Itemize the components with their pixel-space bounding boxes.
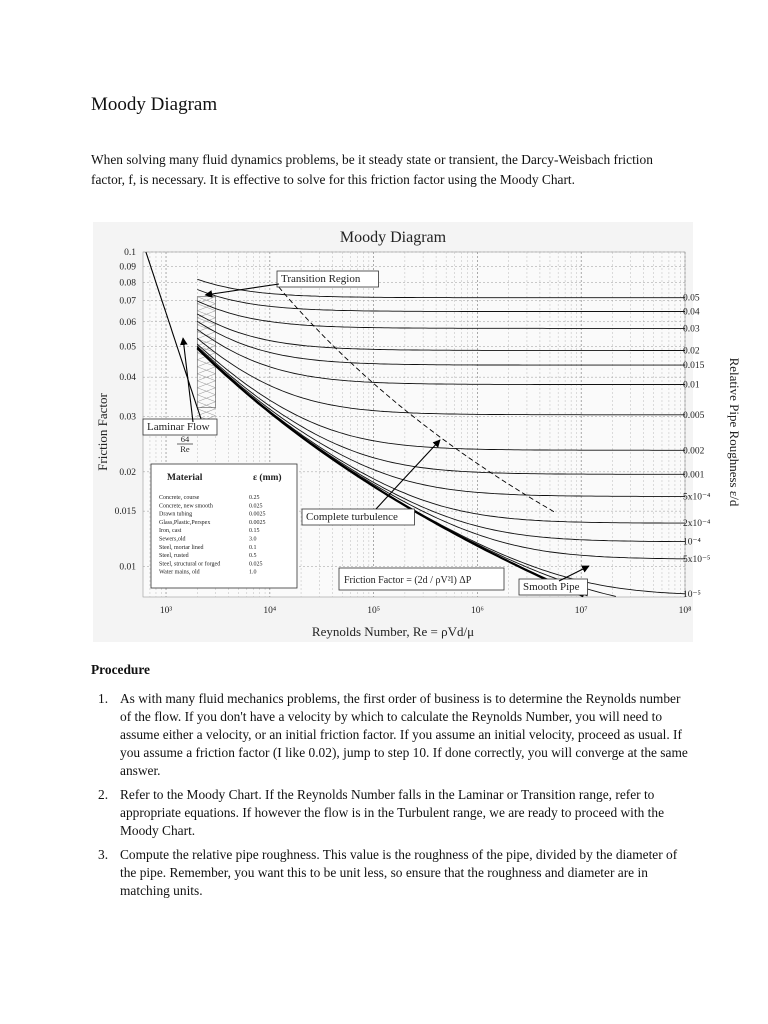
roughness-label: 0.03 [683, 324, 700, 335]
material-epsilon: 0.025 [249, 503, 263, 510]
y-tick-label: 0.03 [119, 412, 136, 423]
intro-paragraph: When solving many fluid dynamics problems, be it steady state or transient, the Darcy-Weisbach friction factor, f, is necessary. It is effective to solve for this friction factor using the Moody Chart. [91, 152, 653, 187]
material-name: Iron, cast [159, 528, 182, 535]
moody-chart-svg [93, 222, 742, 642]
material-name: Drawn tubing [159, 511, 193, 518]
material-epsilon: 0.025 [249, 561, 263, 568]
epsilon-header: ε (mm) [253, 473, 282, 483]
transition-region-label: Transition Region [281, 273, 361, 285]
y-tick-label: 0.015 [114, 507, 136, 518]
material-name: Steel, rusted [159, 553, 189, 560]
material-name: Glass,Plastic,Perspex [159, 519, 211, 526]
procedure-step [91, 846, 691, 900]
roughness-label: 0.01 [683, 380, 700, 391]
y-tick-label: 0.02 [119, 467, 136, 478]
laminar-formula-num: 64 [180, 434, 190, 444]
laminar-flow-label: Laminar Flow [147, 421, 210, 433]
material-epsilon: 0.0025 [249, 511, 266, 518]
y-tick-label: 0.05 [119, 342, 136, 353]
roughness-label: 0.005 [683, 410, 705, 421]
roughness-label: 5x10⁻⁵ [683, 554, 711, 565]
roughness-label: 2x10⁻⁴ [683, 519, 711, 530]
step-number: 2. [98, 787, 109, 802]
y-tick-label: 0.06 [119, 317, 136, 328]
roughness-label: 0.002 [683, 446, 705, 457]
x-tick-label: 10⁵ [367, 606, 381, 616]
roughness-label: 0.015 [683, 361, 705, 372]
y-tick-label: 0.04 [119, 373, 136, 384]
step-number: 1. [98, 691, 109, 706]
material-epsilon: 0.5 [249, 553, 257, 560]
roughness-label: 0.04 [683, 307, 700, 318]
material-epsilon: 0.1 [249, 544, 257, 551]
x-tick-label: 10⁶ [471, 606, 484, 616]
material-epsilon: 0.25 [249, 495, 260, 501]
procedure-step [91, 690, 691, 780]
procedure-step [91, 786, 691, 840]
chart-title: Moody Diagram [339, 229, 447, 246]
y-tick-label: 0.07 [119, 296, 136, 307]
procedure-heading: Procedure [91, 662, 151, 677]
step-text: Compute the relative pipe roughness. This value is the roughness of the pipe, divided by the diameter of the pipe. Remember, you want this to be unit less, so ensure that the roughness and diameter are in matching units. [120, 847, 678, 898]
y-tick-label: 0.1 [124, 248, 136, 258]
material-header: Material [167, 473, 203, 483]
friction-formula: Friction Factor = (2d / ρV²l) ΔP [344, 575, 472, 586]
roughness-label: 10⁻⁴ [683, 537, 701, 548]
right-axis-label: Relative Pipe Roughness ε/d [727, 357, 742, 507]
y-tick-label: 0.08 [119, 278, 136, 289]
material-name: Steel, structural or forged [159, 561, 221, 568]
roughness-label: 0.05 [683, 293, 700, 304]
smooth-pipe-label: Smooth Pipe [523, 581, 580, 593]
step-text: As with many fluid mechanics problems, the first order of business is to determine the Reynolds number of the flow. If you don't have a velocity by which to calculate the Reynolds Number, you will need to assume either a velocity, or an initial friction factor. If you assume an initial velocity, proceed as usual. If you assume a friction factor (I like 0.02), jump to step 10. If done correctly, you will converge at the same answer. [120, 691, 688, 778]
material-name: Sewers,old [159, 536, 186, 543]
step-number: 3. [98, 847, 109, 862]
material-name: Water mains, old [159, 569, 200, 576]
y-tick-label: 0.09 [119, 262, 136, 273]
step-text: Refer to the Moody Chart. If the Reynolds Number falls in the Laminar or Transition range, refer to appropriate equations. If however the flow is in the Turbulent range, we are ready to proceed with the Moody Chart. [120, 787, 665, 838]
material-name: Concrete, course [159, 495, 200, 501]
material-epsilon: 3.0 [249, 536, 257, 543]
material-epsilon: 0.15 [249, 528, 260, 535]
material-name: Steel, mortar lined [159, 544, 204, 551]
moody-chart [93, 222, 742, 642]
page-title: Moody Diagram [91, 94, 218, 115]
laminar-formula-den: Re [180, 444, 190, 454]
material-epsilon: 1.0 [249, 569, 257, 576]
material-name: Concrete, new smooth [159, 503, 213, 510]
complete-turbulence-label: Complete turbulence [306, 511, 398, 523]
x-tick-label: 10⁷ [574, 606, 588, 616]
roughness-label: 5x10⁻⁴ [683, 492, 711, 503]
x-axis-label: Reynolds Number, Re = ρVd/μ [311, 624, 475, 639]
y-tick-label: 0.01 [119, 562, 136, 573]
procedure-list [91, 690, 691, 906]
x-tick-label: 10³ [159, 606, 173, 616]
material-epsilon: 0.0025 [249, 519, 266, 526]
x-tick-label: 10⁴ [263, 606, 277, 616]
roughness-label: 0.02 [683, 346, 700, 357]
roughness-label: 0.001 [683, 470, 705, 481]
y-axis-label: Friction Factor [95, 393, 110, 471]
x-tick-label: 10⁸ [678, 606, 692, 616]
roughness-label: 10⁻⁵ [683, 589, 701, 600]
